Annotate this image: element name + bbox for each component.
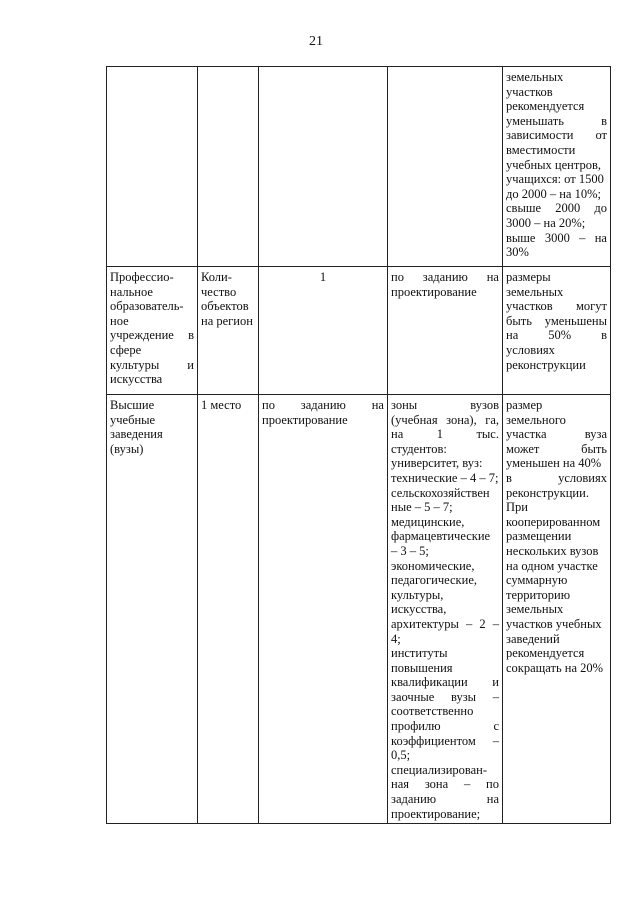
cell-line: учреждение в <box>110 328 194 343</box>
cell-line: по заданию на <box>391 270 499 284</box>
cell-line: чество <box>201 284 237 299</box>
cell-line: фармацевтические <box>391 529 491 544</box>
cell-line: зоны вузов <box>391 398 499 412</box>
cell-line: университет, вуз: <box>391 456 483 471</box>
cell-line: территорию <box>506 587 571 602</box>
cell-line: При <box>506 500 528 515</box>
table-row <box>107 395 611 824</box>
table-cell-col2 <box>198 67 259 267</box>
cell-line: размещении <box>506 529 572 544</box>
cell-line: сельскохозяйствен <box>391 485 490 500</box>
cell-line: вместимости <box>506 142 576 157</box>
cell-line: Профессио- <box>110 270 174 284</box>
cell-line: может быть <box>506 441 607 456</box>
cell-line: земельных <box>506 284 564 299</box>
cell-line: размеры <box>506 270 551 284</box>
cell-line: сокращать на 20% <box>506 660 604 675</box>
cell-line: заданию на <box>391 792 499 807</box>
cell-line: на 1 тыс. <box>391 427 499 442</box>
cell-line: проектирование; <box>391 806 481 821</box>
table-cell-col3 <box>259 67 388 267</box>
cell-line: земельного <box>506 412 566 427</box>
cell-line: сфере <box>110 342 142 357</box>
cell-line: свыше 2000 до <box>506 201 607 216</box>
table-cell-col5 <box>503 395 611 824</box>
cell-line: студентов: <box>391 441 447 456</box>
cell-line: медицинские, <box>391 514 465 529</box>
cell-line: нескольких вузов <box>506 543 599 558</box>
cell-line: быть уменьшены <box>506 313 607 328</box>
cell-line: проектирование <box>262 412 348 427</box>
cell-line: кооперированном <box>506 514 601 529</box>
cell-line: заведений <box>506 631 560 646</box>
cell-line: 30% <box>506 245 529 260</box>
cell-line: учащихся: от 1500 <box>506 172 604 187</box>
cell-line: учебных центров, <box>506 157 601 172</box>
cell-line: участков учебных <box>506 616 602 631</box>
cell-line: специализирован- <box>391 762 488 777</box>
table-cell-col2 <box>198 395 259 824</box>
cell-line: квалификации и <box>391 675 499 690</box>
cell-line: нальное <box>110 284 153 299</box>
cell-line: 4; <box>391 631 401 646</box>
cell-line: искусства, <box>391 602 447 617</box>
table-cell-col5 <box>503 267 611 395</box>
cell-line: участков могут <box>506 299 607 314</box>
cell-line: 1 место <box>201 398 242 412</box>
table-row <box>107 267 611 395</box>
cell-line: зависимости от <box>506 128 607 143</box>
cell-line: проектирование <box>391 284 477 299</box>
table-cell-col5 <box>503 67 611 267</box>
table-cell-col3 <box>259 267 388 395</box>
table-cell-col2 <box>198 267 259 395</box>
cell-line: заочные вузы – <box>391 689 499 704</box>
cell-line: объектов <box>201 299 249 314</box>
cell-line: 3000 – на 20%; <box>506 215 586 230</box>
cell-line: профилю с <box>391 719 499 734</box>
cell-line: (учебная зона), га, <box>391 412 499 427</box>
cell-line: выше 3000 – на <box>506 230 607 245</box>
page-number: 21 <box>309 34 323 49</box>
table-cell-col4 <box>388 267 503 395</box>
cell-line: размер <box>506 398 543 412</box>
cell-line: – 3 – 5; <box>391 543 429 558</box>
cell-line: рекомендуется <box>506 646 585 661</box>
cell-line: 0,5; <box>391 748 411 763</box>
cell-line: реконструкции. <box>506 485 589 500</box>
cell-line: ные – 5 – 7; <box>391 500 453 515</box>
cell-line: на регион <box>201 313 253 328</box>
cell-line: ное <box>110 313 129 328</box>
cell-line: образователь- <box>110 299 184 314</box>
cell-line: повышения <box>391 660 453 675</box>
cell-line: культуры и <box>110 357 194 372</box>
cell-line: (вузы) <box>110 441 144 456</box>
cell-line: земельных <box>506 70 564 84</box>
cell-line: архитектуры – 2 – <box>391 616 499 631</box>
table-row <box>107 67 611 267</box>
cell-line: культуры, <box>391 587 444 602</box>
cell-line: реконструкции <box>506 357 586 372</box>
cell-line: экономические, <box>391 558 475 573</box>
table-cell-col4 <box>388 67 503 267</box>
cell-line: участка вуза <box>506 427 607 442</box>
cell-line: учебные <box>110 412 156 427</box>
standards-table <box>106 66 611 824</box>
cell-line: на одном участке <box>506 558 598 573</box>
cell-line: до 2000 – на 10%; <box>506 186 601 201</box>
cell-line: институты <box>391 646 448 661</box>
cell-line: на 50% в <box>506 328 607 343</box>
cell-line: Высшие <box>110 398 155 412</box>
table-cell-col1 <box>107 67 198 267</box>
table-cell-col1 <box>107 267 198 395</box>
cell-line: рекомендуется <box>506 99 585 114</box>
table-cell-col1 <box>107 395 198 824</box>
cell-line: соответственно <box>391 704 474 719</box>
cell-line: ная зона – по <box>391 777 499 792</box>
cell-line: коэффициентом – <box>391 733 499 748</box>
cell-line: участков <box>506 84 553 99</box>
cell-line: условиях <box>506 342 555 357</box>
cell-line: заведения <box>110 427 163 442</box>
cell-line: уменьшать в <box>506 113 607 128</box>
cell-line: суммарную <box>506 573 568 588</box>
cell-line: педагогические, <box>391 573 477 588</box>
cell-line: земельных <box>506 602 564 617</box>
cell-line: Коли- <box>201 270 232 284</box>
table-cell-col3 <box>259 395 388 824</box>
table-cell-col4 <box>388 395 503 824</box>
cell-line: в условиях <box>506 470 607 485</box>
cell-line: по заданию на <box>262 398 384 412</box>
cell-line: технические – 4 – 7; <box>391 470 499 485</box>
cell-line: искусства <box>110 372 163 387</box>
cell-line: 1 <box>319 270 327 284</box>
cell-line: уменьшен на 40% <box>506 456 602 471</box>
